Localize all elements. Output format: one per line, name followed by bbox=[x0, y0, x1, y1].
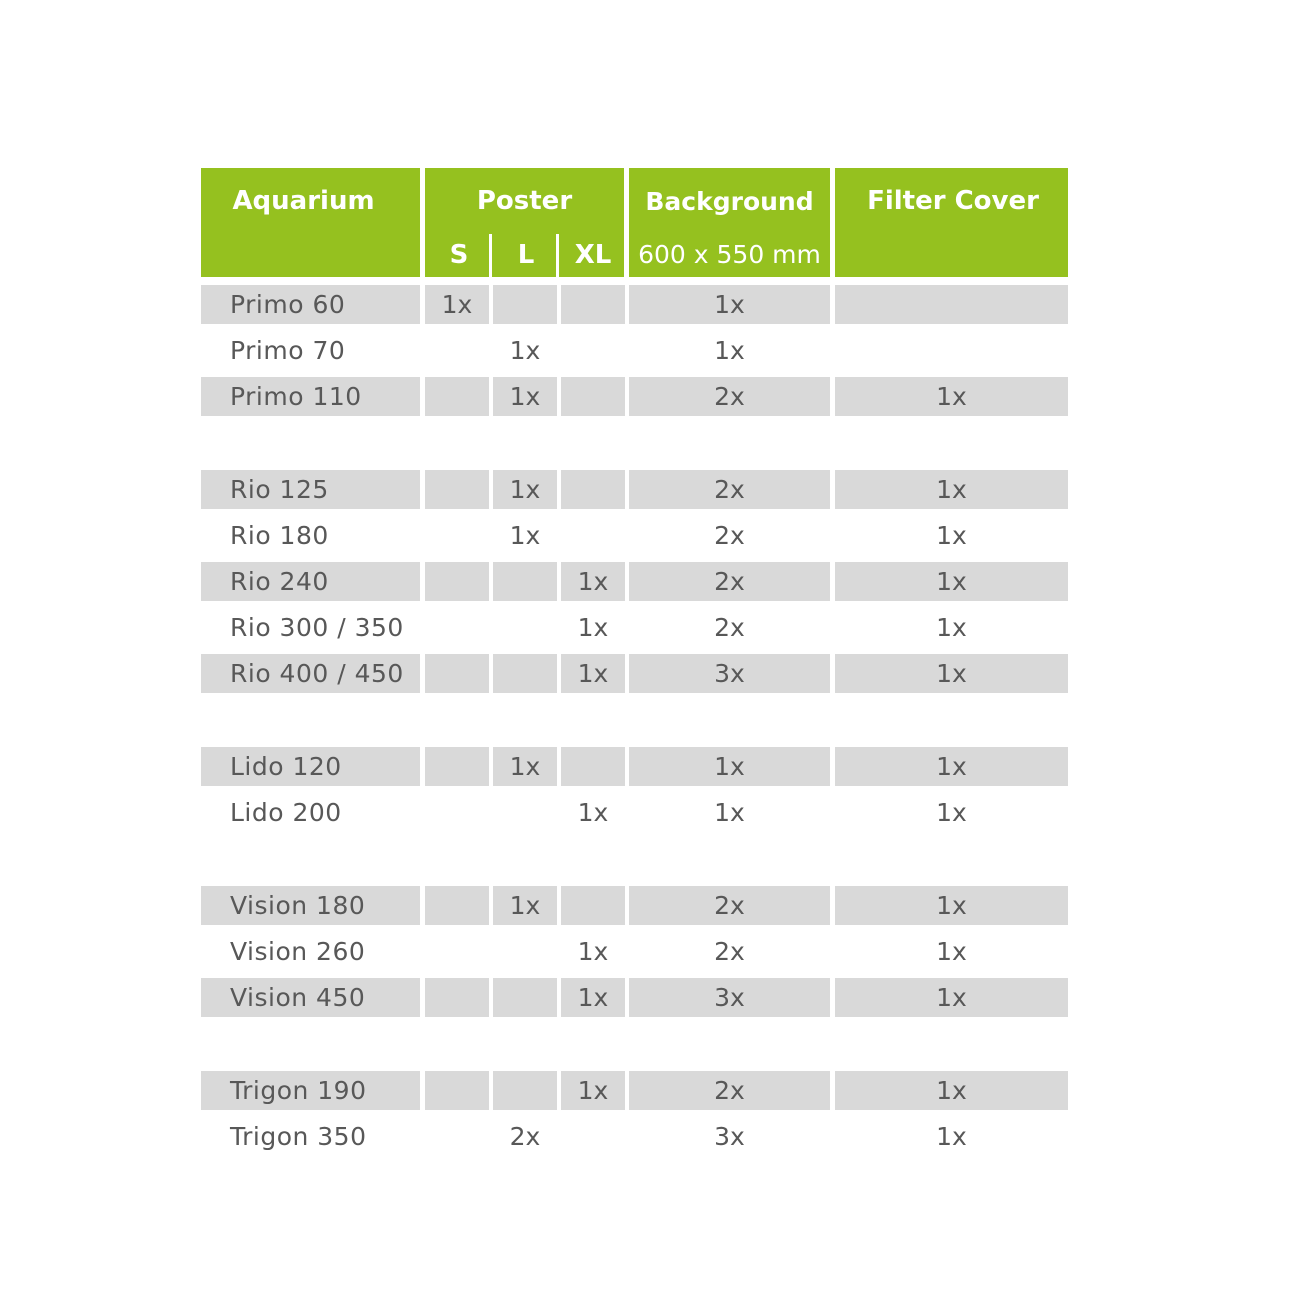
background-cell-text: 2x bbox=[714, 937, 745, 966]
poster-l-cell bbox=[493, 978, 557, 1017]
poster-xl-cell bbox=[561, 747, 625, 786]
poster-size-l: L bbox=[517, 240, 535, 270]
filter-cover-cell-text: 1x bbox=[936, 567, 967, 596]
poster-s-cell bbox=[425, 285, 489, 324]
filter-cover-cell-text bbox=[835, 285, 1068, 324]
poster-s-cell bbox=[425, 793, 489, 832]
background-cell-text: 2x bbox=[714, 382, 745, 411]
poster-l-cell-text bbox=[493, 654, 557, 693]
filter-cover-cell bbox=[835, 932, 1068, 971]
poster-s-cell-text bbox=[425, 654, 489, 693]
poster-s-cell-text bbox=[425, 1117, 489, 1156]
poster-xl-cell bbox=[561, 608, 625, 647]
poster-s-cell bbox=[425, 1117, 489, 1156]
aquarium-name bbox=[201, 377, 420, 416]
poster-l-cell bbox=[493, 470, 557, 509]
filter-cover-cell bbox=[835, 608, 1068, 647]
poster-size-s: S bbox=[449, 240, 469, 270]
poster-xl-cell bbox=[561, 654, 625, 693]
aquarium-name-text: Primo 70 bbox=[230, 336, 346, 365]
background-cell bbox=[629, 562, 830, 601]
aquarium-name bbox=[201, 793, 420, 832]
poster-s-cell bbox=[425, 1071, 489, 1110]
poster-s-cell-text bbox=[425, 377, 489, 416]
background-cell bbox=[629, 747, 830, 786]
filter-cover-cell-text: 1x bbox=[936, 891, 967, 920]
aquarium-name bbox=[201, 747, 420, 786]
poster-l-cell-text bbox=[493, 608, 557, 647]
poster-l-cell bbox=[493, 793, 557, 832]
aquarium-name-text: Vision 450 bbox=[230, 983, 366, 1012]
filter-cover-cell-text: 1x bbox=[936, 1076, 967, 1105]
background-cell-text: 1x bbox=[714, 798, 745, 827]
poster-l-cell-text bbox=[493, 285, 557, 324]
poster-xl-cell bbox=[561, 886, 625, 925]
poster-xl-cell bbox=[561, 793, 625, 832]
poster-xl-cell-text: 1x bbox=[577, 983, 609, 1012]
poster-s-cell bbox=[425, 377, 489, 416]
poster-l-cell bbox=[493, 377, 557, 416]
filter-cover-cell-text: 1x bbox=[936, 798, 967, 827]
poster-s-cell-text bbox=[425, 747, 489, 786]
background-cell-text: 3x bbox=[714, 983, 745, 1012]
poster-l-cell-text: 1x bbox=[509, 336, 541, 365]
poster-s-cell-text bbox=[425, 331, 489, 370]
aquarium-name-text: Rio 400 / 450 bbox=[230, 659, 404, 688]
aquarium-name bbox=[201, 608, 420, 647]
poster-xl-cell-text: 1x bbox=[577, 937, 609, 966]
poster-xl-cell-text bbox=[561, 886, 625, 925]
background-cell-text: 2x bbox=[714, 1076, 745, 1105]
poster-xl-cell-text bbox=[561, 331, 625, 370]
poster-s-cell-text bbox=[425, 978, 489, 1017]
poster-xl-cell bbox=[561, 470, 625, 509]
poster-xl-cell bbox=[561, 377, 625, 416]
aquarium-name-text: Lido 200 bbox=[230, 798, 342, 827]
aquarium-name bbox=[201, 516, 420, 555]
poster-s-cell-text bbox=[425, 886, 489, 925]
poster-xl-cell-text bbox=[561, 1117, 625, 1156]
poster-l-cell-text: 1x bbox=[509, 752, 541, 781]
background-cell bbox=[629, 1071, 830, 1110]
background-cell bbox=[629, 1117, 830, 1156]
filter-cover-cell-text: 1x bbox=[936, 382, 967, 411]
poster-xl-cell bbox=[561, 978, 625, 1017]
poster-l-cell-text: 1x bbox=[509, 382, 541, 411]
filter-cover-cell-text: 1x bbox=[936, 475, 967, 504]
aquarium-name bbox=[201, 562, 420, 601]
poster-xl-cell bbox=[561, 285, 625, 324]
filter-cover-cell bbox=[835, 331, 1068, 370]
poster-l-cell-text: 2x bbox=[509, 1122, 541, 1151]
aquarium-name bbox=[201, 331, 420, 370]
filter-cover-cell-text: 1x bbox=[936, 521, 967, 550]
poster-xl-cell-text bbox=[561, 285, 625, 324]
aquarium-name-text: Primo 60 bbox=[230, 290, 346, 319]
aquarium-name bbox=[201, 285, 420, 324]
poster-l-cell bbox=[493, 331, 557, 370]
poster-xl-cell-text: 1x bbox=[577, 1076, 609, 1105]
aquarium-name-text: Rio 240 bbox=[230, 567, 329, 596]
poster-s-cell-text bbox=[425, 1071, 489, 1110]
poster-xl-cell-text bbox=[561, 377, 625, 416]
poster-xl-cell-text: 1x bbox=[577, 613, 609, 642]
background-cell-text: 2x bbox=[714, 521, 745, 550]
poster-l-cell bbox=[493, 285, 557, 324]
header-filter-cover bbox=[835, 168, 1068, 277]
background-cell-text: 2x bbox=[714, 891, 745, 920]
filter-cover-cell-text: 1x bbox=[936, 1122, 967, 1151]
aquarium-name-text: Rio 180 bbox=[230, 521, 329, 550]
aquarium-name-text: Rio 300 / 350 bbox=[230, 613, 404, 642]
filter-cover-cell bbox=[835, 562, 1068, 601]
poster-l-cell bbox=[493, 654, 557, 693]
poster-s-cell-text bbox=[425, 562, 489, 601]
poster-s-cell bbox=[425, 886, 489, 925]
poster-size-xl: XL bbox=[574, 240, 612, 270]
poster-xl-cell bbox=[561, 562, 625, 601]
poster-xl-cell bbox=[561, 1071, 625, 1110]
poster-l-cell-text bbox=[493, 562, 557, 601]
poster-s-cell-text bbox=[425, 932, 489, 971]
poster-l-cell bbox=[493, 1117, 557, 1156]
background-cell-text: 1x bbox=[714, 336, 745, 365]
aquarium-name bbox=[201, 886, 420, 925]
poster-xl-cell-text bbox=[561, 747, 625, 786]
filter-cover-cell-text: 1x bbox=[936, 659, 967, 688]
poster-s-cell-text bbox=[425, 470, 489, 509]
poster-xl-cell-text: 1x bbox=[577, 567, 609, 596]
filter-cover-cell bbox=[835, 470, 1068, 509]
aquarium-name bbox=[201, 1117, 420, 1156]
background-cell bbox=[629, 654, 830, 693]
poster-l-cell-text: 1x bbox=[509, 891, 541, 920]
header-poster-label: Poster bbox=[476, 186, 573, 216]
poster-l-cell bbox=[493, 886, 557, 925]
poster-s-cell bbox=[425, 331, 489, 370]
poster-s-cell bbox=[425, 978, 489, 1017]
poster-l-cell-text: 1x bbox=[509, 475, 541, 504]
poster-xl-cell-text: 1x bbox=[577, 659, 609, 688]
poster-l-cell bbox=[493, 562, 557, 601]
poster-s-cell bbox=[425, 654, 489, 693]
filter-cover-cell-text: 1x bbox=[936, 983, 967, 1012]
background-cell-text: 1x bbox=[714, 752, 745, 781]
poster-s-cell bbox=[425, 747, 489, 786]
poster-s-cell bbox=[425, 608, 489, 647]
filter-cover-cell bbox=[835, 285, 1068, 324]
poster-l-cell bbox=[493, 608, 557, 647]
background-cell bbox=[629, 608, 830, 647]
aquarium-name-text: Vision 260 bbox=[230, 937, 366, 966]
poster-l-cell bbox=[493, 1071, 557, 1110]
poster-l-cell bbox=[493, 932, 557, 971]
poster-s-cell-text: 1x bbox=[441, 290, 473, 319]
background-cell bbox=[629, 285, 830, 324]
background-cell-text: 2x bbox=[714, 613, 745, 642]
aquarium-name bbox=[201, 470, 420, 509]
background-cell bbox=[629, 886, 830, 925]
background-cell bbox=[629, 793, 830, 832]
poster-l-cell-text bbox=[493, 1071, 557, 1110]
poster-s-cell-text bbox=[425, 516, 489, 555]
poster-s-cell-text bbox=[425, 793, 489, 832]
poster-xl-cell-text bbox=[561, 470, 625, 509]
filter-cover-cell bbox=[835, 978, 1068, 1017]
filter-cover-cell-text: 1x bbox=[936, 613, 967, 642]
poster-s-cell bbox=[425, 562, 489, 601]
filter-cover-cell bbox=[835, 747, 1068, 786]
poster-s-cell-text bbox=[425, 608, 489, 647]
filter-cover-cell bbox=[835, 793, 1068, 832]
background-cell-text: 2x bbox=[714, 567, 745, 596]
poster-l-cell-text bbox=[493, 932, 557, 971]
header-aquarium bbox=[201, 168, 420, 277]
poster-s-cell bbox=[425, 932, 489, 971]
poster-l-cell bbox=[493, 516, 557, 555]
filter-cover-cell bbox=[835, 1071, 1068, 1110]
aquarium-name bbox=[201, 654, 420, 693]
background-cell bbox=[629, 377, 830, 416]
filter-cover-cell bbox=[835, 516, 1068, 555]
poster-size-divider bbox=[489, 234, 492, 277]
aquarium-name bbox=[201, 1071, 420, 1110]
poster-l-cell-text bbox=[493, 793, 557, 832]
background-cell-text: 2x bbox=[714, 475, 745, 504]
filter-cover-cell-text: 1x bbox=[936, 937, 967, 966]
aquarium-name-text: Primo 110 bbox=[230, 382, 362, 411]
background-cell bbox=[629, 470, 830, 509]
filter-cover-cell bbox=[835, 886, 1068, 925]
poster-xl-cell bbox=[561, 516, 625, 555]
header-filter-cover-label: Filter Cover bbox=[867, 186, 1039, 216]
background-cell-text: 3x bbox=[714, 1122, 745, 1151]
aquarium-name-text: Lido 120 bbox=[230, 752, 342, 781]
filter-cover-cell-text bbox=[835, 331, 1068, 370]
poster-xl-cell-text bbox=[561, 516, 625, 555]
poster-l-cell bbox=[493, 747, 557, 786]
poster-s-cell bbox=[425, 516, 489, 555]
background-cell bbox=[629, 331, 830, 370]
aquarium-name-text: Trigon 190 bbox=[230, 1076, 367, 1105]
filter-cover-cell bbox=[835, 377, 1068, 416]
poster-l-cell-text: 1x bbox=[509, 521, 541, 550]
header-background-label: Background bbox=[645, 187, 814, 216]
poster-size-divider bbox=[556, 234, 559, 277]
poster-xl-cell bbox=[561, 331, 625, 370]
poster-xl-cell bbox=[561, 932, 625, 971]
poster-s-cell bbox=[425, 470, 489, 509]
aquarium-name-text: Trigon 350 bbox=[230, 1122, 367, 1151]
background-cell bbox=[629, 516, 830, 555]
aquarium-name-text: Vision 180 bbox=[230, 891, 366, 920]
aquarium-name bbox=[201, 978, 420, 1017]
poster-xl-cell bbox=[561, 1117, 625, 1156]
background-cell-text: 3x bbox=[714, 659, 745, 688]
background-cell-text: 1x bbox=[714, 290, 745, 319]
filter-cover-cell bbox=[835, 1117, 1068, 1156]
aquarium-name-text: Rio 125 bbox=[230, 475, 329, 504]
aquarium-name bbox=[201, 932, 420, 971]
background-cell bbox=[629, 932, 830, 971]
filter-cover-cell bbox=[835, 654, 1068, 693]
poster-l-cell-text bbox=[493, 978, 557, 1017]
header-aquarium-label: Aquarium bbox=[232, 186, 375, 216]
poster-xl-cell-text: 1x bbox=[577, 798, 609, 827]
background-size-label: 600 x 550 mm bbox=[638, 240, 821, 269]
filter-cover-cell-text: 1x bbox=[936, 752, 967, 781]
background-cell bbox=[629, 978, 830, 1017]
